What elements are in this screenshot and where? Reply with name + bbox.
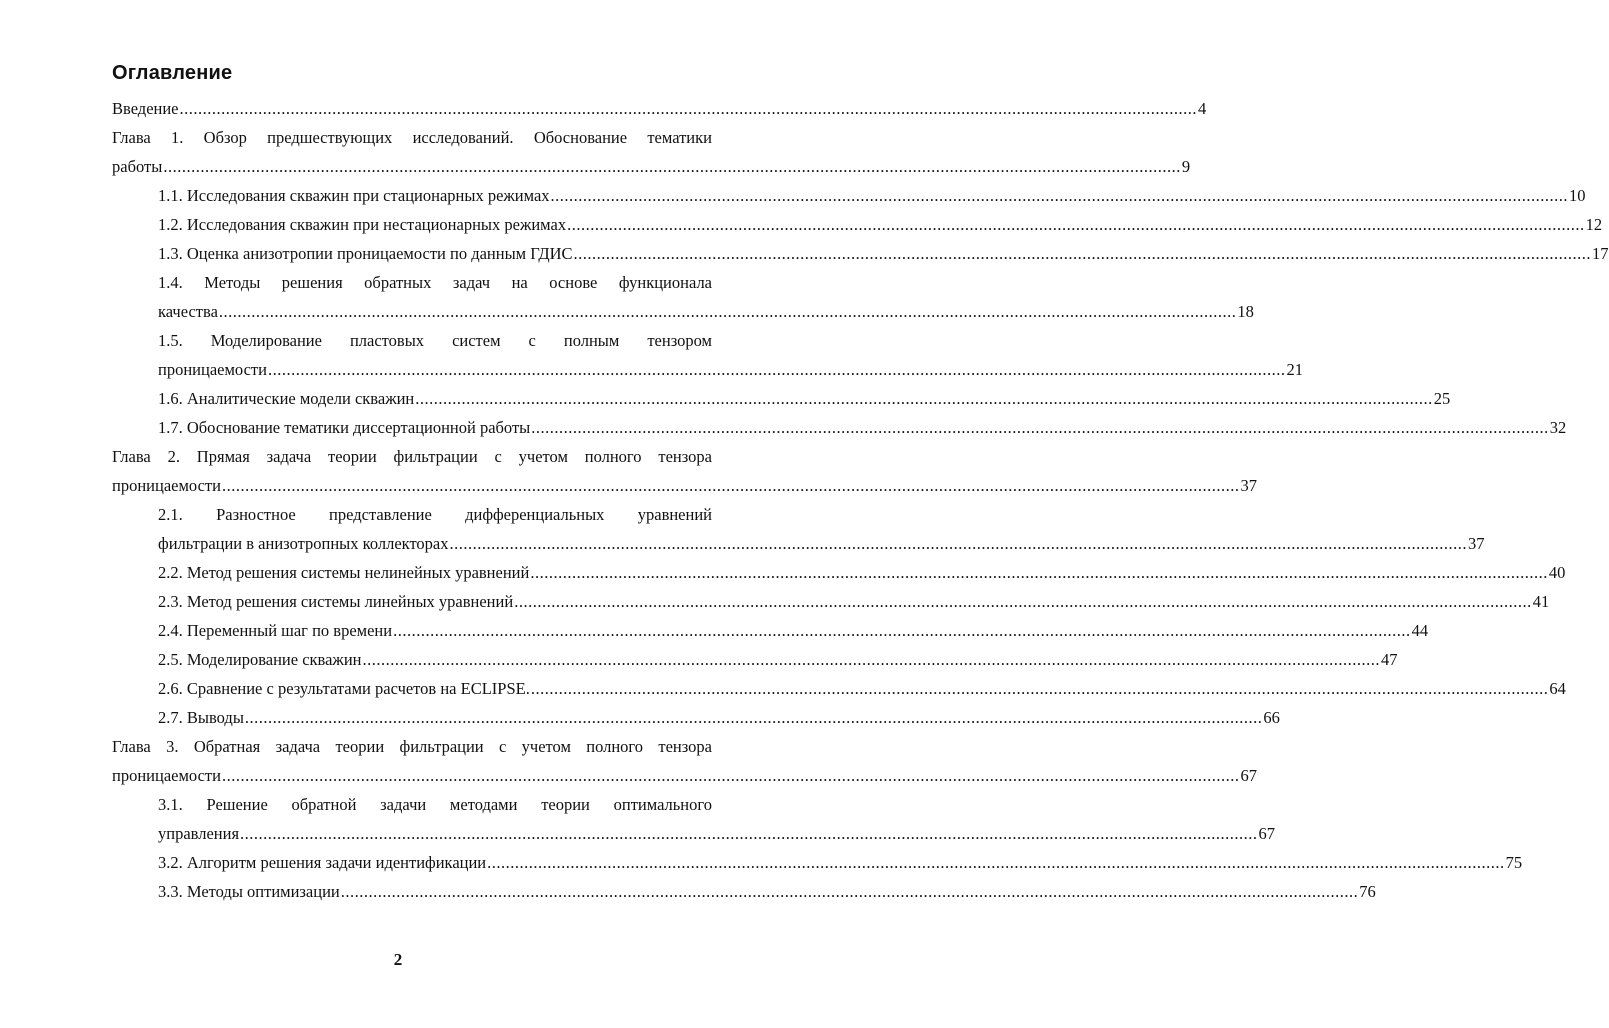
toc-entry-line [158,674,1566,703]
toc-page-number: 40 [1548,563,1566,582]
toc-section-entry[interactable] [158,384,1451,413]
toc-page-number: 10 [1569,186,1586,205]
toc-page-number: 44 [1411,621,1429,640]
dot-leader: ............................................................................................................................................................................................................................ [530,679,1549,698]
toc-entry-text: 3.3. Методы оптимизации [158,882,340,901]
dot-leader: ............................................................................................................................................................................................................................ [267,360,1286,379]
toc-section-entry[interactable] [158,703,1280,732]
page-title: Оглавление [112,62,233,84]
toc-entry-line [158,616,1429,645]
dot-leader: ............................................................................................................................................................................................................................ [240,824,1258,843]
table-of-contents [0,94,1609,906]
dot-leader: ............................................................................................................................................................................................................................ [449,534,1468,553]
toc-page-number: 25 [1433,389,1451,408]
toc-entry-line [158,355,1303,384]
toc-entry-text: 2.1. Разностное представление дифференциальных уравнений [158,505,712,524]
toc-entry-line [112,471,1257,500]
dot-leader: ............................................................................................................................................................................................................................ [218,302,1237,321]
toc-section-entry[interactable] [158,210,1603,239]
toc-entry-text: 2.2. Метод решения системы нелинейных уравнений [158,563,530,582]
toc-page-number: 17 [1592,244,1609,263]
toc-page-number: 37 [1240,476,1257,495]
toc-entry-text: 2.4. Переменный шаг по времени [158,621,393,640]
dot-leader: ............................................................................................................................................................................................................................ [340,882,1359,901]
toc-chapter-entry[interactable] [112,94,1207,123]
toc-entry-line [112,94,1207,123]
toc-entry-line [158,297,1254,326]
toc-page-number: 37 [1468,534,1485,553]
toc-entry-line [158,413,1567,442]
toc-entry-text: 1.4. Методы решения обратных задач на основе функционала [158,273,712,292]
toc-chapter-entry[interactable] [112,123,1191,181]
toc-page-number: 67 [1258,824,1276,843]
toc-page-number: 18 [1237,302,1254,321]
toc-entry-line [158,239,1609,268]
toc-section-entry[interactable] [158,587,1550,616]
toc-section-entry[interactable] [158,848,1523,877]
dot-leader: ............................................................................................................................................................................................................................ [514,592,1532,611]
toc-entry-line [158,703,1280,732]
toc-chapter-entry[interactable] [112,442,1257,500]
toc-entry-text: 1.1. Исследования скважин при стационарных режимах [158,186,550,205]
toc-section-entry[interactable] [158,181,1586,210]
dot-leader: ............................................................................................................................................................................................................................ [163,157,1181,176]
toc-section-entry[interactable] [158,877,1376,906]
toc-entry-text: качества [158,302,218,321]
toc-section-entry[interactable] [158,413,1567,442]
toc-entry-line [158,819,1276,848]
toc-page-number: 47 [1381,650,1398,669]
dot-leader: ............................................................................................................................................................................................................................ [179,99,1198,118]
toc-entry-text: 1.3. Оценка анизотропии проницаемости по данным ГДИС [158,244,573,263]
dot-leader: ............................................................................................................................................................................................................................ [362,650,1380,669]
toc-page-number: 75 [1505,853,1523,872]
toc-entry-text: 2.5. Моделирование скважин [158,650,362,669]
toc-page-number: 12 [1585,215,1603,234]
toc-section-entry[interactable] [158,616,1429,645]
dot-leader: ............................................................................................................................................................................................................................ [573,244,1592,263]
toc-entry-text: 1.5. Моделирование пластовых систем с полным тензором [158,331,712,350]
dot-leader: ............................................................................................................................................................................................................................ [221,766,1240,785]
toc-page-number: 66 [1263,708,1280,727]
toc-page-number: 32 [1549,418,1567,437]
toc-entry-text: Глава 3. Обратная задача теории фильтрации с учетом полного тензора [112,737,712,756]
dot-leader: ............................................................................................................................................................................................................................ [244,708,1263,727]
toc-entry-text: фильтрации в анизотропных коллекторах [158,534,449,553]
toc-page-number: 4 [1198,99,1207,118]
toc-entry-line [158,645,1398,674]
dot-leader: ............................................................................................................................................................................................................................ [393,621,1411,640]
toc-section-entry[interactable] [158,790,1276,848]
toc-entry-text: управления [158,824,240,843]
toc-entry-text: 1.7. Обоснование тематики диссертационной работы [158,418,531,437]
dot-leader: ............................................................................................................................................................................................................................ [550,186,1569,205]
toc-section-entry[interactable] [158,268,1254,326]
toc-entry-text: 2.3. Метод решения системы линейных уравнений [158,592,514,611]
toc-entry-text: проницаемости [112,766,221,785]
toc-section-entry[interactable] [158,558,1566,587]
toc-section-entry[interactable] [158,674,1566,703]
toc-entry-text: работы [112,157,163,176]
toc-page-number: 41 [1532,592,1550,611]
toc-entry-line [158,384,1451,413]
toc-page-number: 76 [1359,882,1376,901]
toc-entry-text: 3.2. Алгоритм решения задачи идентификации [158,853,487,872]
toc-section-entry[interactable] [158,326,1303,384]
toc-section-entry[interactable] [158,239,1609,268]
dot-leader: ............................................................................................................................................................................................................................ [415,389,1433,408]
toc-page-number: 9 [1181,157,1191,176]
toc-entry-line [112,761,1257,790]
toc-entry-line [158,210,1603,239]
toc-entry-text: Глава 1. Обзор предшествующих исследований. Обоснование тематики [112,128,712,147]
dot-leader: ............................................................................................................................................................................................................................ [487,853,1505,872]
toc-page-number: 21 [1286,360,1303,379]
toc-entry-line [112,152,1191,181]
page-number: 2 [393,950,403,969]
toc-entry-line [158,558,1566,587]
toc-entry-text: Введение [112,99,179,118]
toc-entry-text: Глава 2. Прямая задача теории фильтрации с учетом полного тензора [112,447,712,466]
toc-page-number: 67 [1240,766,1257,785]
dot-leader: ............................................................................................................................................................................................................................ [530,563,1548,582]
dot-leader: ............................................................................................................................................................................................................................ [531,418,1549,437]
toc-section-entry[interactable] [158,500,1485,558]
toc-entry-line [158,587,1550,616]
toc-section-entry[interactable] [158,645,1398,674]
dot-leader: ............................................................................................................................................................................................................................ [221,476,1240,495]
toc-entry-line [158,848,1523,877]
toc-entry-line [158,181,1586,210]
toc-entry-text: 3.1. Решение обратной задачи методами теории оптимального [158,795,712,814]
toc-entry-text: 2.6. Сравнение с результатами расчетов на ECLIPSE. [158,679,530,698]
toc-entry-text: 2.7. Выводы [158,708,244,727]
toc-page-number: 64 [1549,679,1566,698]
toc-entry-text: 1.6. Аналитические модели скважин [158,389,415,408]
toc-entry-line [158,529,1485,558]
toc-entry-line [158,877,1376,906]
toc-chapter-entry[interactable] [112,732,1257,790]
toc-entry-text: проницаемости [112,476,221,495]
toc-entry-text: проницаемости [158,360,267,379]
toc-entry-text: 1.2. Исследования скважин при нестационарных режимах [158,215,567,234]
dot-leader: ............................................................................................................................................................................................................................ [567,215,1585,234]
